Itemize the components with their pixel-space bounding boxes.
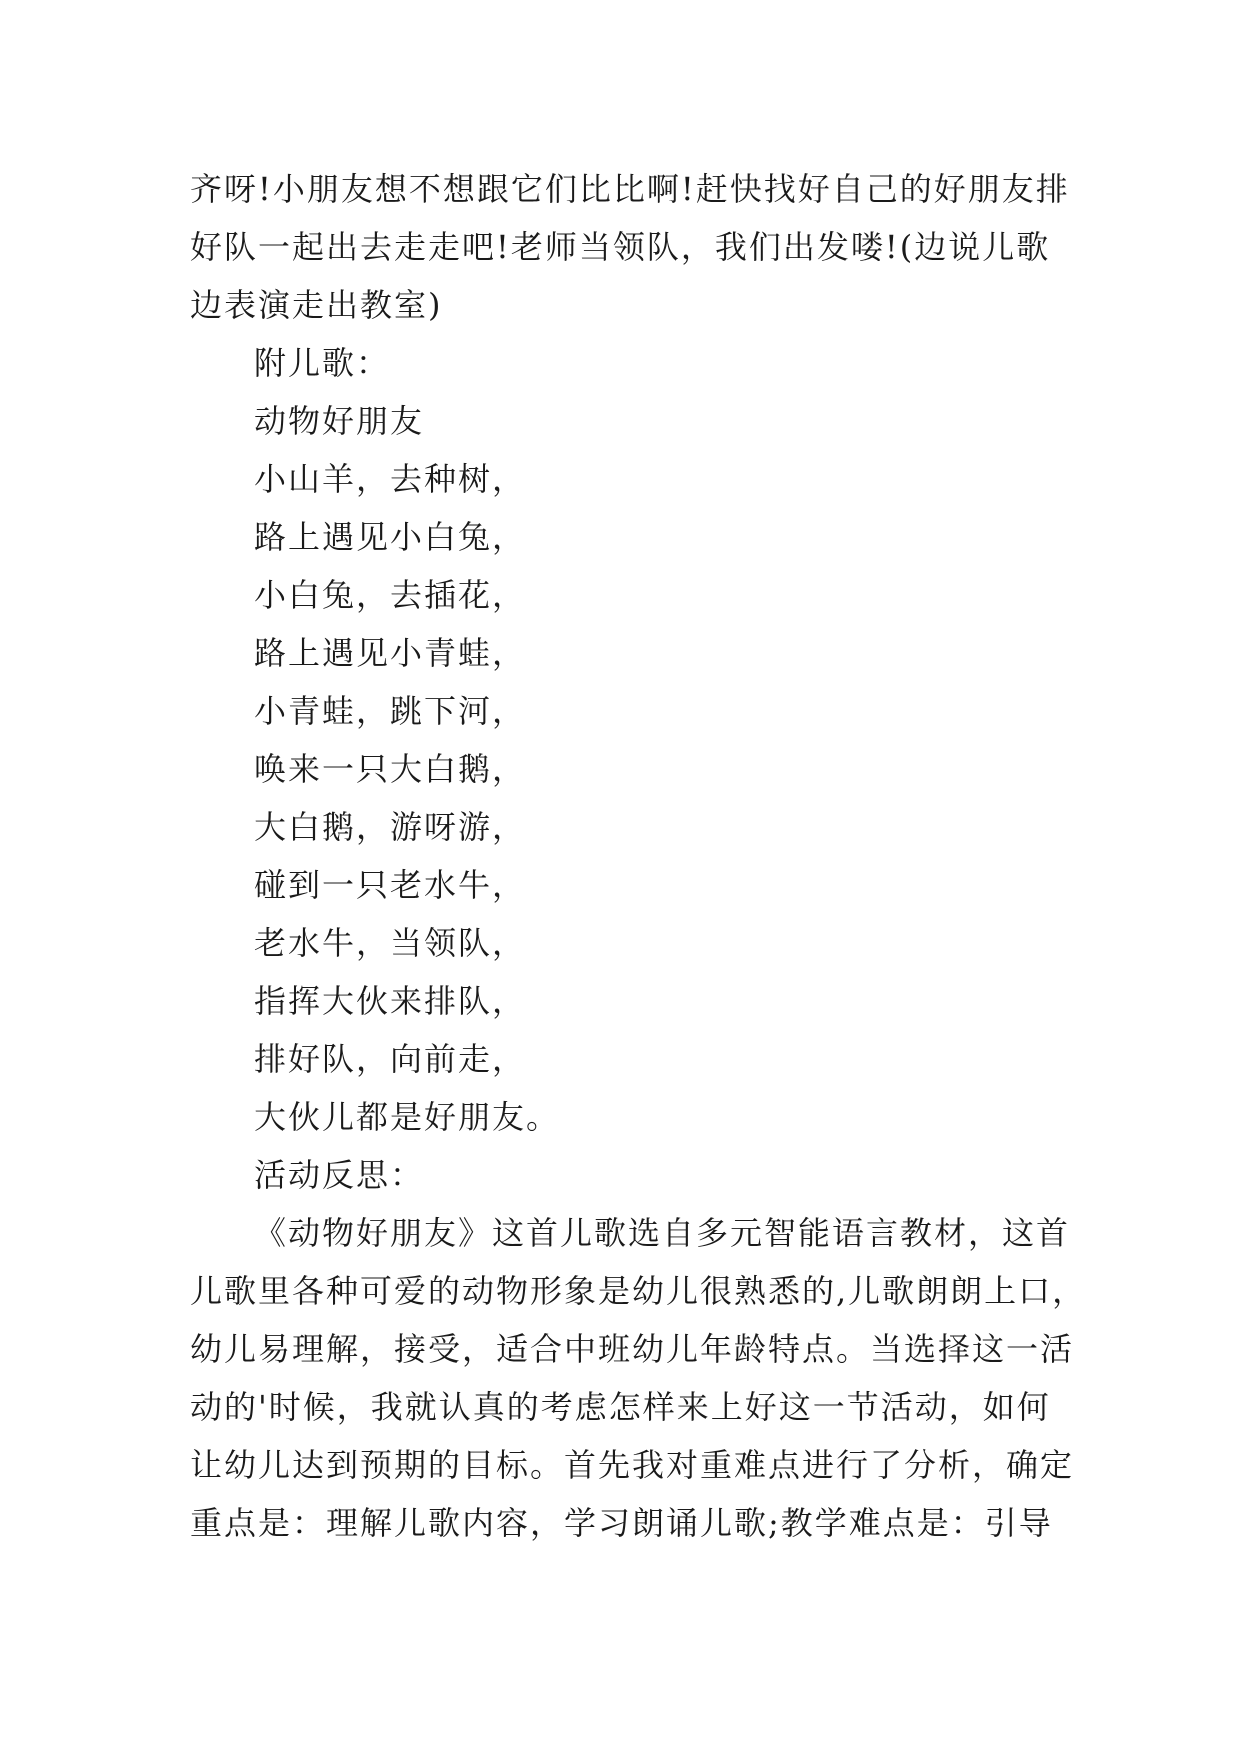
paragraph-line: 边表演走出教室) [190,286,443,324]
song-line: 路上遇见小青蛙， [254,634,527,672]
song-line: 唤来一只大白鹅， [254,750,527,788]
song-line: 小白兔，去插花， [254,576,527,614]
song-line: 排好队，向前走， [254,1040,527,1078]
song-title: 动物好朋友 [254,402,425,440]
paragraph-line: 重点是：理解儿歌内容，学习朗诵儿歌;教学难点是：引导 [190,1504,1053,1542]
paragraph-line: 幼儿易理解，接受，适合中班幼儿年龄特点。当选择这一活 [190,1330,1075,1368]
song-line: 小山羊，去种树， [254,460,527,498]
song-line: 大白鹅，游呀游， [254,808,527,846]
song-line: 碰到一只老水牛， [254,866,527,904]
paragraph-line: 好队一起出去走走吧!老师当领队，我们出发喽!(边说儿歌 [190,228,1051,266]
song-line: 老水牛，当领队， [254,924,527,962]
song-line: 小青蛙，跳下河， [254,692,527,730]
reflection-heading: 活动反思： [254,1156,425,1194]
paragraph-line: 动的'时候，我就认真的考虑怎样来上好这一节活动，如何 [190,1388,1051,1426]
song-line: 指挥大伙来排队， [254,982,527,1020]
paragraph-line: 儿歌里各种可爱的动物形象是幼儿很熟悉的,儿歌朗朗上口， [190,1272,1087,1310]
song-line: 大伙儿都是好朋友。 [254,1098,561,1136]
song-intro: 附儿歌： [254,344,391,382]
paragraph-line: 《动物好朋友》这首儿歌选自多元智能语言教材，这首 [254,1214,1071,1252]
song-line: 路上遇见小白兔， [254,518,527,556]
paragraph-line: 齐呀!小朋友想不想跟它们比比啊!赶快找好自己的好朋友排 [190,170,1070,208]
paragraph-line: 让幼儿达到预期的目标。首先我对重难点进行了分析，确定 [190,1446,1075,1484]
document-body [190,160,1087,1552]
